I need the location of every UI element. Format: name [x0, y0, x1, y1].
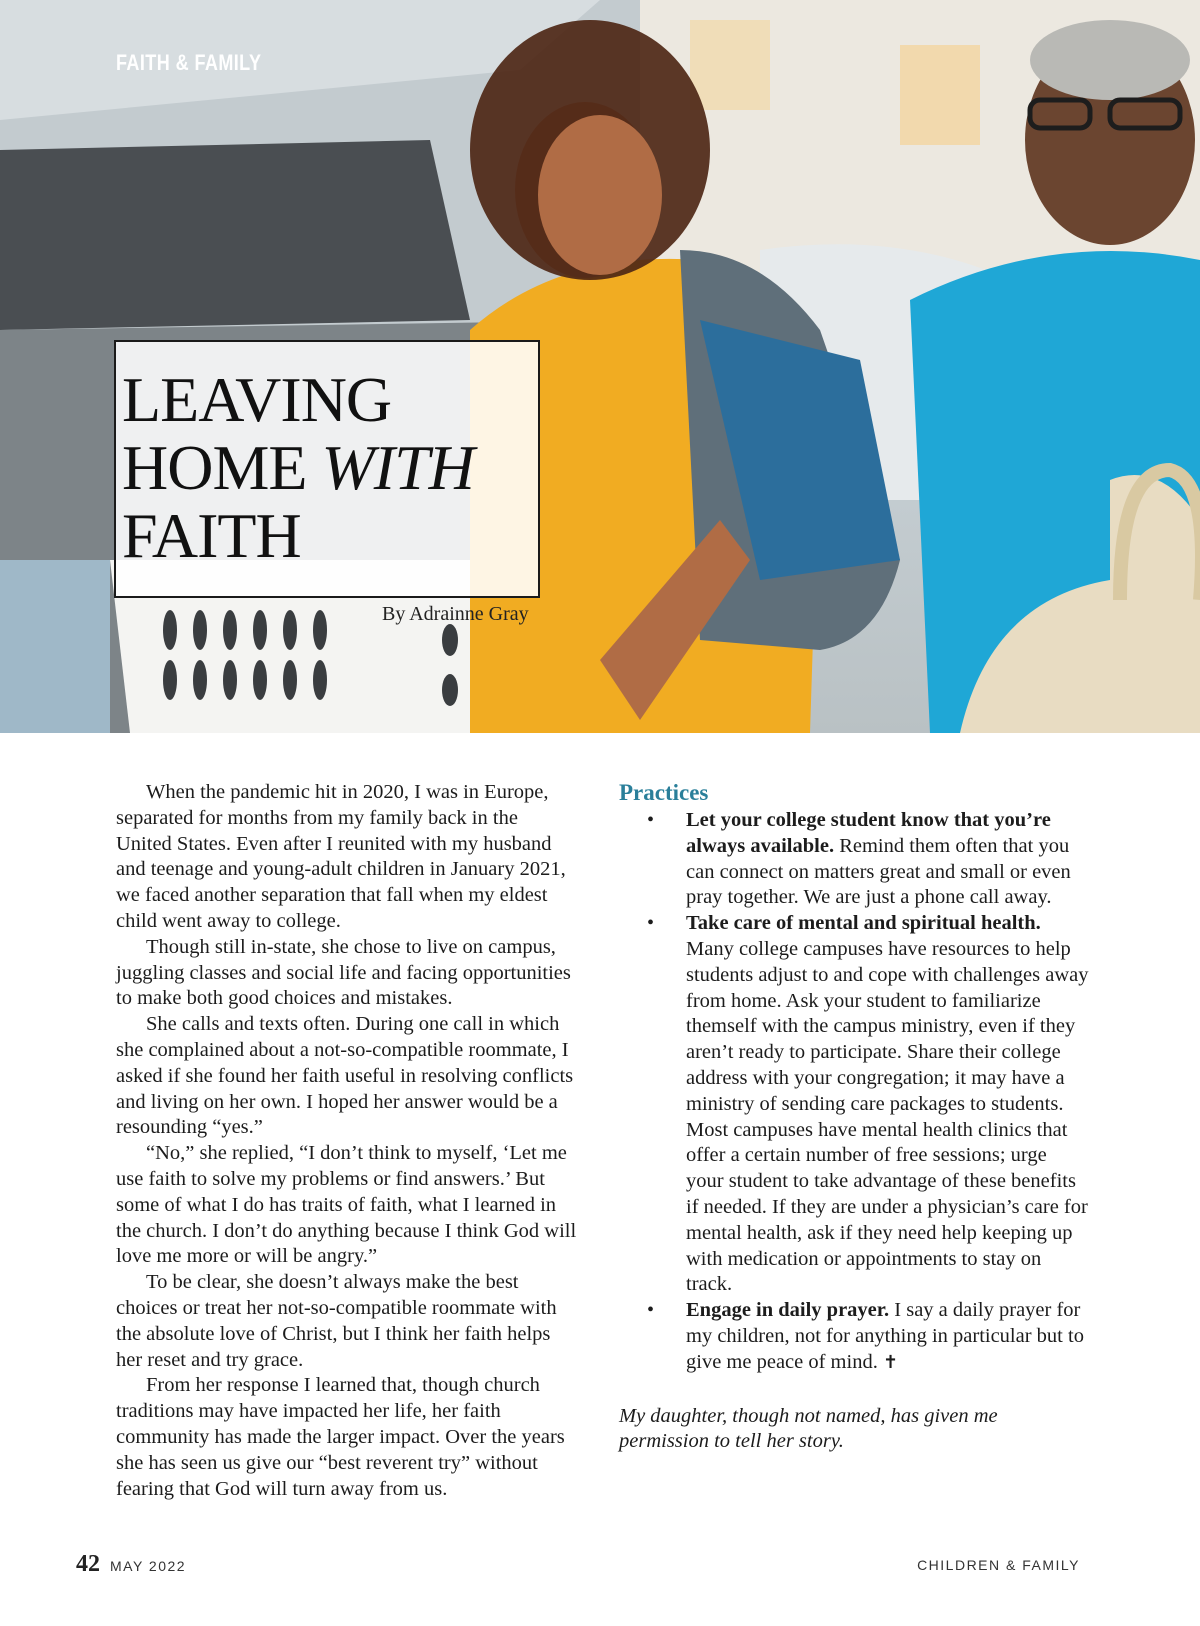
practice-item — [619, 1298, 1089, 1375]
practice-item — [619, 808, 1089, 911]
practice-lead: Take care of mental and spiritual health. — [686, 912, 1041, 935]
title-word-home: HOME — [122, 432, 307, 503]
section-tag: FAITH & FAMILY — [116, 50, 262, 75]
article-title — [122, 366, 474, 570]
footer-section-name: CHILDREN & FAMILY — [917, 1557, 1080, 1573]
body-paragraph: She calls and texts often. During one call in which she complained about a not-so-compatible roommate, I asked if she found her faith useful in resolving conflicts and living on her own. I hoped her answer would be a resounding “yes.” — [116, 1013, 574, 1139]
practice-lead: Engage in daily prayer. — [686, 1299, 890, 1322]
end-mark-cross-icon: ✝ — [882, 1351, 899, 1373]
page-number: 42 — [76, 1551, 100, 1577]
hero-photo — [0, 0, 1200, 733]
practice-text: I say a daily prayer for my children, not for anything in particular but to give me peace of mind. — [686, 1299, 1084, 1373]
practices-heading: Practices — [619, 780, 709, 805]
practice-text: Many college campuses have resources to help students adjust to and cope with challenges away from home. Ask your student to familiarize themself with the campus ministry, even if they aren’t ready to participate. Share their college address with your congregation; it may have a ministry of sending care packages to students. Most campuses have mental health clinics that offer a certain number of free sessions; urge your student to take advantage of these benefits if needed. If they are under a physician’s care for mental health, ask if they need help keeping up with medication or appointments to stay on track. — [686, 937, 1089, 1296]
title-line-3: FAITH — [122, 500, 301, 571]
practice-lead: Let your college student know that you’re always available. — [686, 809, 1051, 857]
author-note: My daughter, though not named, has given me permission to tell her story. — [619, 1404, 998, 1453]
body-paragraph: To be clear, she doesn’t always make the best choices or treat her not-so-compatible roommate with the absolute love of Christ, but I think her faith helps her reset and try grace. — [116, 1271, 557, 1371]
body-paragraph: Though still in-state, she chose to live on campus, juggling classes and social life and facing opportunities to make both good choices and mistakes. — [116, 935, 571, 1010]
practice-item — [619, 911, 1089, 1298]
folio — [76, 1551, 186, 1578]
body-paragraph: When the pandemic hit in 2020, I was in Europe, separated for months from my family back in the United States. Even after I reunited with my husband and teenage and young-adult children in January 2021, we faced another separation that fall when my eldest child went away to college. — [116, 781, 566, 932]
byline: By Adrainne Gray — [382, 603, 529, 625]
body-paragraph: From her response I learned that, though church traditions may have impacted her life, her faith community has made the larger impact. Over the years she has seen us give our “best reverent try” without fearing that God will turn away from us. — [116, 1374, 565, 1500]
title-line-2 — [122, 434, 474, 502]
issue-date: MAY 2022 — [110, 1558, 187, 1574]
practice-text: Remind them often that you can connect on matters great and small or even pray together. We are just a phone call away. — [686, 834, 1071, 909]
body-column-left — [116, 780, 578, 1502]
body-column-right — [619, 780, 1089, 1455]
practices-list — [619, 808, 1089, 1376]
title-line-1: LEAVING — [122, 364, 392, 435]
body-paragraph: “No,” she replied, “I don’t think to myself, ‘Let me use faith to solve my problems or find answers.’ But some of what I do has traits of faith, what I learned in the church. I don’t do anything because I think God will love me more or will be angry.” — [116, 1142, 577, 1268]
title-word-with: WITH — [321, 432, 474, 503]
